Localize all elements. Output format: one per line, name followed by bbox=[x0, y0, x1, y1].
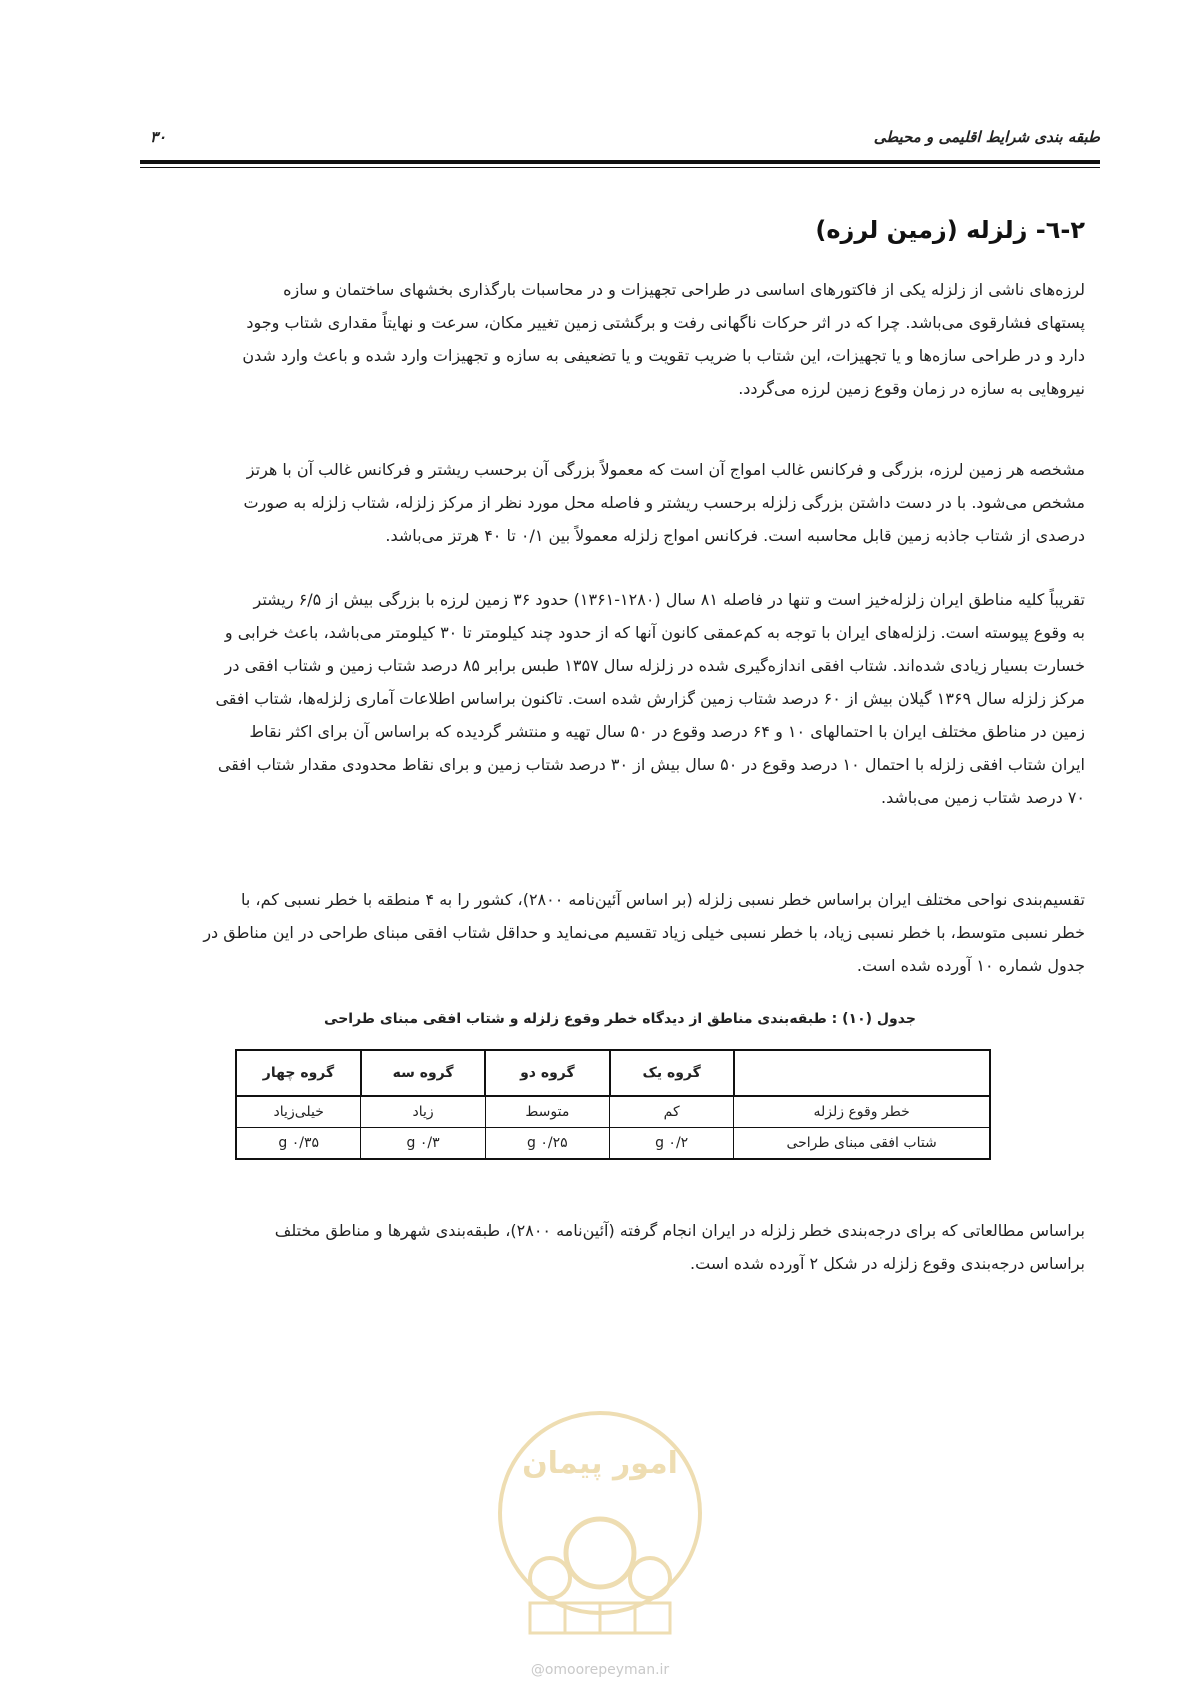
header-rule-thick bbox=[140, 160, 1100, 164]
table-cell: ۰/۲ g bbox=[610, 1128, 734, 1160]
page-number: ۳۰ bbox=[150, 128, 167, 146]
watermark-logo-text: امور پیمان bbox=[522, 1446, 678, 1481]
table-cell: ۰/۳۵ g bbox=[236, 1128, 361, 1160]
table-cell: زیاد bbox=[361, 1096, 485, 1128]
paragraph-line: مشخصه هر زمین لرزه، بزرگی و فرکانس غالب امواج آن است که معمولاً بزرگی آن برحسب ریشتر و فرکانس غالب آن با هرتز bbox=[246, 460, 1085, 479]
paragraph-line: جدول شماره ۱۰ آورده شده است. bbox=[856, 956, 1085, 975]
page-header bbox=[140, 118, 1100, 158]
paragraph-line: براساس مطالعاتی که برای درجه‌بندی خطر زلزله در ایران انجام گرفته (آئین‌نامه ۲۸۰۰)، طبقه‌بندی شهرها و مناطق مختلف bbox=[274, 1221, 1085, 1240]
header-title: طبقه بندی شرایط اقلیمی و محیطی bbox=[873, 128, 1100, 146]
table-header-row bbox=[236, 1050, 990, 1096]
paragraph-1 bbox=[145, 273, 1085, 405]
paragraph-line: تقریباً کلیه مناطق ایران زلزله‌خیز است و تنها در فاصله ۸۱ سال (۱۲۸۰-۱۳۶۱) حدود ۳۶ زمین لرزه با بزرگی بیش از ۶/۵ ریشتر bbox=[253, 590, 1085, 609]
table-cell: خیلی‌زیاد bbox=[236, 1096, 361, 1128]
table-header-cell: گروه یک bbox=[610, 1050, 734, 1096]
table-row-label: شتاب افقی مبنای طراحی bbox=[734, 1128, 990, 1160]
paragraph-line: به وقوع پیوسته است. زلزله‌های ایران با توجه به کم‌عمقی کانون آنها که از حدود چند کیلومتر تا ۳۰ کیلومتر می‌باشد، باعث خرابی و bbox=[224, 623, 1085, 642]
paragraph-line: ۷۰ درصد شتاب زمین می‌باشد. bbox=[881, 788, 1085, 807]
watermark-site: @omoorepeyman.ir bbox=[530, 1662, 670, 1678]
paragraph-line: لرزه‌های ناشی از زلزله یکی از فاکتورهای اساسی در طراحی تجهیزات و در محاسبات بارگذاری بخشهای ساختمان و سازه bbox=[283, 280, 1085, 299]
header-rule-thin bbox=[140, 167, 1100, 168]
seismic-zone-table bbox=[235, 1049, 991, 1160]
paragraph-line: درصدی از شتاب جاذبه زمین قابل محاسبه است. فرکانس امواج زلزله معمولاً بین ۰/۱ تا ۴۰ هرتز می‌باشد. bbox=[385, 526, 1085, 545]
table-header-cell: گروه چهار bbox=[236, 1050, 361, 1096]
paragraph-line: براساس درجه‌بندی وقوع زلزله در شکل ۲ آورده شده است. bbox=[690, 1254, 1085, 1273]
paragraph-line: زمین در مناطق مختلف ایران با احتمالهای ۱۰ و ۶۴ درصد وقوع در ۵۰ سال تهیه و منتشر گردیده که براساس آن برای اکثر نقاط bbox=[249, 722, 1085, 741]
table-cell: متوسط bbox=[485, 1096, 609, 1128]
table-cell: ۰/۲۵ g bbox=[485, 1128, 609, 1160]
paragraph-line: ایران شتاب افقی زلزله با احتمال ۱۰ درصد وقوع در ۵۰ سال بیش از ۳۰ درصد شتاب زمین و برای نقاط محدودی مقدار شتاب افقی bbox=[217, 755, 1085, 774]
table-row bbox=[236, 1128, 990, 1160]
table-caption: جدول (۱۰) : طبقه‌بندی مناطق از دیدگاه خطر وقوع زلزله و شتاب افقی مبنای طراحی bbox=[324, 1011, 916, 1027]
paragraph-2 bbox=[145, 453, 1085, 552]
table-row-label: خطر وقوع زلزله bbox=[734, 1096, 990, 1128]
paragraph-line: مرکز زلزله سال ۱۳۶۹ گیلان بیش از ۶۰ درصد شتاب زمین گزارش شده است. تاکنون براساس اطلاعات آماری زلزله‌ها، شتاب افقی bbox=[215, 689, 1085, 708]
table-row bbox=[236, 1096, 990, 1128]
paragraph-3 bbox=[145, 583, 1085, 814]
paragraph-line: تقسیم‌بندی نواحی مختلف ایران براساس خطر نسبی زلزله (بر اساس آئین‌نامه ۲۸۰۰)، کشور را به ۴ منطقه با خطر نسبی کم، با bbox=[240, 890, 1085, 909]
table-cell: ۰/۳ g bbox=[361, 1128, 485, 1160]
table-cell: کم bbox=[610, 1096, 734, 1128]
paragraph-line: خسارت بسیار زیادی شده‌اند. شتاب افقی اندازه‌گیری شده در زلزله سال ۱۳۵۷ طبس برابر ۸۵ درصد شتاب زمین و شتاب افقی در bbox=[224, 656, 1085, 675]
paragraph-line: پستهای فشارقوی می‌باشد. چرا که در اثر حرکات ناگهانی رفت و برگشتی زمین تغییر مکان، سرعت و نهایتاً مقداری شتاب وجود bbox=[246, 313, 1085, 332]
watermark-logo bbox=[475, 1398, 725, 1648]
paragraph-5 bbox=[145, 1214, 1085, 1280]
paragraph-4 bbox=[145, 883, 1085, 982]
table-header-cell: گروه سه bbox=[361, 1050, 485, 1096]
table-corner-cell bbox=[734, 1050, 990, 1096]
section-heading: ۲-٦- زلزله (زمین لرزه) bbox=[815, 216, 1085, 244]
paragraph-line: دارد و در طراحی سازه‌ها و یا تجهیزات، این شتاب با ضریب تقویت و یا تضعیفی به سازه و تجهیزات وارد شده و باعث وارد شدن bbox=[242, 346, 1085, 365]
paragraph-line: نیروهایی به سازه در زمان وقوع زمین لرزه می‌گردد. bbox=[738, 379, 1085, 398]
paragraph-line: خطر نسبی متوسط، با خطر نسبی زیاد، با خطر نسبی خیلی زیاد تقسیم می‌نماید و حداقل شتاب افقی مبنای طراحی در این مناطق در bbox=[203, 923, 1085, 942]
paragraph-line: مشخص می‌شود. با در دست داشتن بزرگی زلزله برحسب ریشتر و فاصله محل مورد نظر از مرکز زلزله، شتاب زلزله به صورت bbox=[243, 493, 1085, 512]
table-header-cell: گروه دو bbox=[485, 1050, 609, 1096]
